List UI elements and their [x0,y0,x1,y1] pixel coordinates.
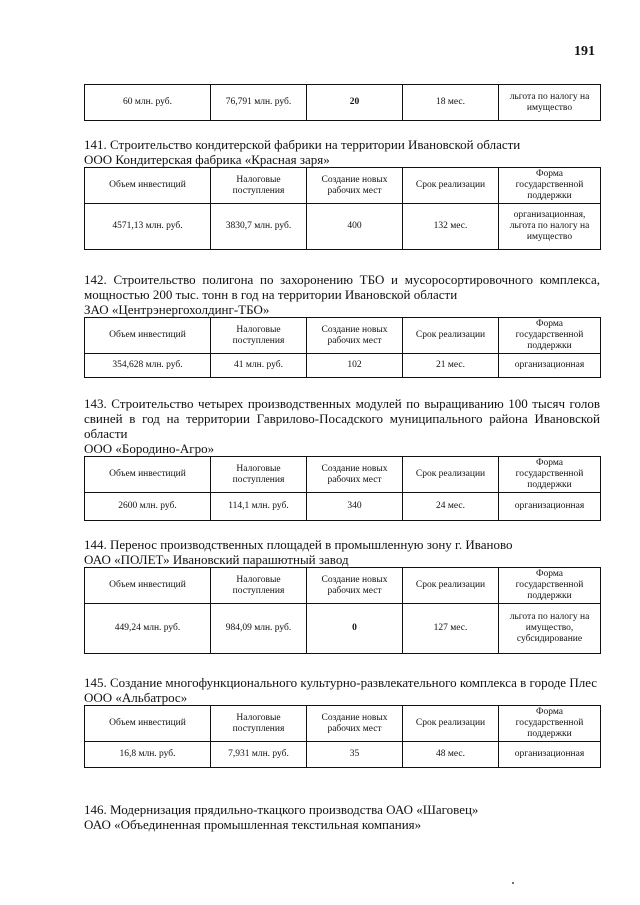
header-jobs: Создание новых рабочих мест [307,706,403,742]
investment-cell: 16,8 млн. руб. [85,742,211,768]
term-cell: 24 мес. [403,493,499,521]
jobs-cell: 400 [307,204,403,250]
jobs-cell: 20 [307,85,403,121]
scan-speck [512,882,514,884]
header-jobs: Создание новых рабочих мест [307,168,403,204]
data-table [84,456,601,521]
investment-cell: 2600 млн. руб. [85,493,211,521]
tax-cell: 76,791 млн. руб. [211,85,307,121]
investment-cell: 354,628 млн. руб. [85,354,211,378]
data-table [84,84,601,121]
header-term: Срок реализации [403,318,499,354]
table-header-row [85,568,601,604]
support-cell: организационная [499,742,601,768]
project-title: 145. Создание многофункционального культурно-развлекательного комплекса в городе Плес [84,675,598,690]
project-144 [84,537,600,654]
header-tax: Налоговые поступления [211,706,307,742]
header-tax: Налоговые поступления [211,318,307,354]
header-term: Срок реализации [403,168,499,204]
jobs-cell: 340 [307,493,403,521]
project-145 [84,675,600,768]
project-142 [84,272,600,378]
table-header-row [85,457,601,493]
table-row [85,204,601,250]
header-support: Форма государственной поддержки [499,568,601,604]
data-table [84,567,601,654]
project-company: ООО «Альбатрос» [84,690,188,705]
project-title: 144. Перенос производственных площадей в промышленную зону г. Иваново [84,537,513,552]
support-cell: организационная [499,493,601,521]
jobs-cell: 35 [307,742,403,768]
header-investment: Объем инвестиций [85,168,211,204]
support-cell: организационная [499,354,601,378]
term-cell: 48 мес. [403,742,499,768]
header-jobs: Создание новых рабочих мест [307,568,403,604]
project-title: 146. Модернизация прядильно-ткацкого производства ОАО «Шаговец» [84,802,479,817]
project-title: 141. Строительство кондитерской фабрики на территории Ивановской области [84,137,521,152]
investment-cell: 60 млн. руб. [85,85,211,121]
project-company: ООО Кондитерская фабрика «Красная заря» [84,152,330,167]
project-146 [84,802,600,832]
header-jobs: Создание новых рабочих мест [307,457,403,493]
project-143 [84,396,600,521]
jobs-cell: 102 [307,354,403,378]
data-table [84,167,601,250]
project-141 [84,137,600,250]
table-header-row [85,318,601,354]
table-header-row [85,706,601,742]
tax-cell: 7,931 млн. руб. [211,742,307,768]
table-row [85,85,601,121]
support-cell: организационная, льгота по налогу на имущество [499,204,601,250]
tax-cell: 3830,7 млн. руб. [211,204,307,250]
term-cell: 127 мес. [403,604,499,654]
table-row [85,604,601,654]
header-jobs: Создание новых рабочих мест [307,318,403,354]
tax-cell: 114,1 млн. руб. [211,493,307,521]
term-cell: 21 мес. [403,354,499,378]
investment-cell: 449,24 млн. руб. [85,604,211,654]
tax-cell: 984,09 млн. руб. [211,604,307,654]
term-cell: 132 мес. [403,204,499,250]
table-row [85,493,601,521]
page-number: 191 [574,44,595,59]
header-investment: Объем инвестиций [85,318,211,354]
term-cell: 18 мес. [403,85,499,121]
project-company: ОАО «ПОЛЕТ» Ивановский парашютный завод [84,552,349,567]
jobs-cell: 0 [307,604,403,654]
header-support: Форма государственной поддержки [499,318,601,354]
project-company: ОАО «Объединенная промышленная текстильная компания» [84,817,422,832]
header-tax: Налоговые поступления [211,568,307,604]
header-support: Форма государственной поддержки [499,457,601,493]
table-row [85,742,601,768]
header-tax: Налоговые поступления [211,457,307,493]
header-investment: Объем инвестиций [85,568,211,604]
header-term: Срок реализации [403,568,499,604]
header-support: Форма государственной поддержки [499,706,601,742]
header-support: Форма государственной поддержки [499,168,601,204]
project-company: ЗАО «Центрэнергохолдинг-ТБО» [84,302,270,317]
data-table [84,705,601,768]
header-term: Срок реализации [403,457,499,493]
header-term: Срок реализации [403,706,499,742]
project-title: 142. Строительство полигона по захоронению ТБО и мусоросортировочного комплекса, мощностью 200 тыс. тонн в год на территории Ивановской области [84,272,600,302]
table-row [85,354,601,378]
support-cell: льгота по налогу на имущество [499,85,601,121]
header-investment: Объем инвестиций [85,706,211,742]
tax-cell: 41 млн. руб. [211,354,307,378]
project-company: ООО «Бородино-Агро» [84,441,215,456]
header-tax: Налоговые поступления [211,168,307,204]
table-header-row [85,168,601,204]
data-table [84,317,601,378]
support-cell: льгота по налогу на имущество, субсидирование [499,604,601,654]
investment-cell: 4571,13 млн. руб. [85,204,211,250]
continued-table [84,84,600,121]
header-investment: Объем инвестиций [85,457,211,493]
project-title: 143. Строительство четырех производственных модулей по выращиванию 100 тысяч голов свиней в год на территории Гаврилово-Посадского муниципального района Ивановской области [84,396,600,441]
